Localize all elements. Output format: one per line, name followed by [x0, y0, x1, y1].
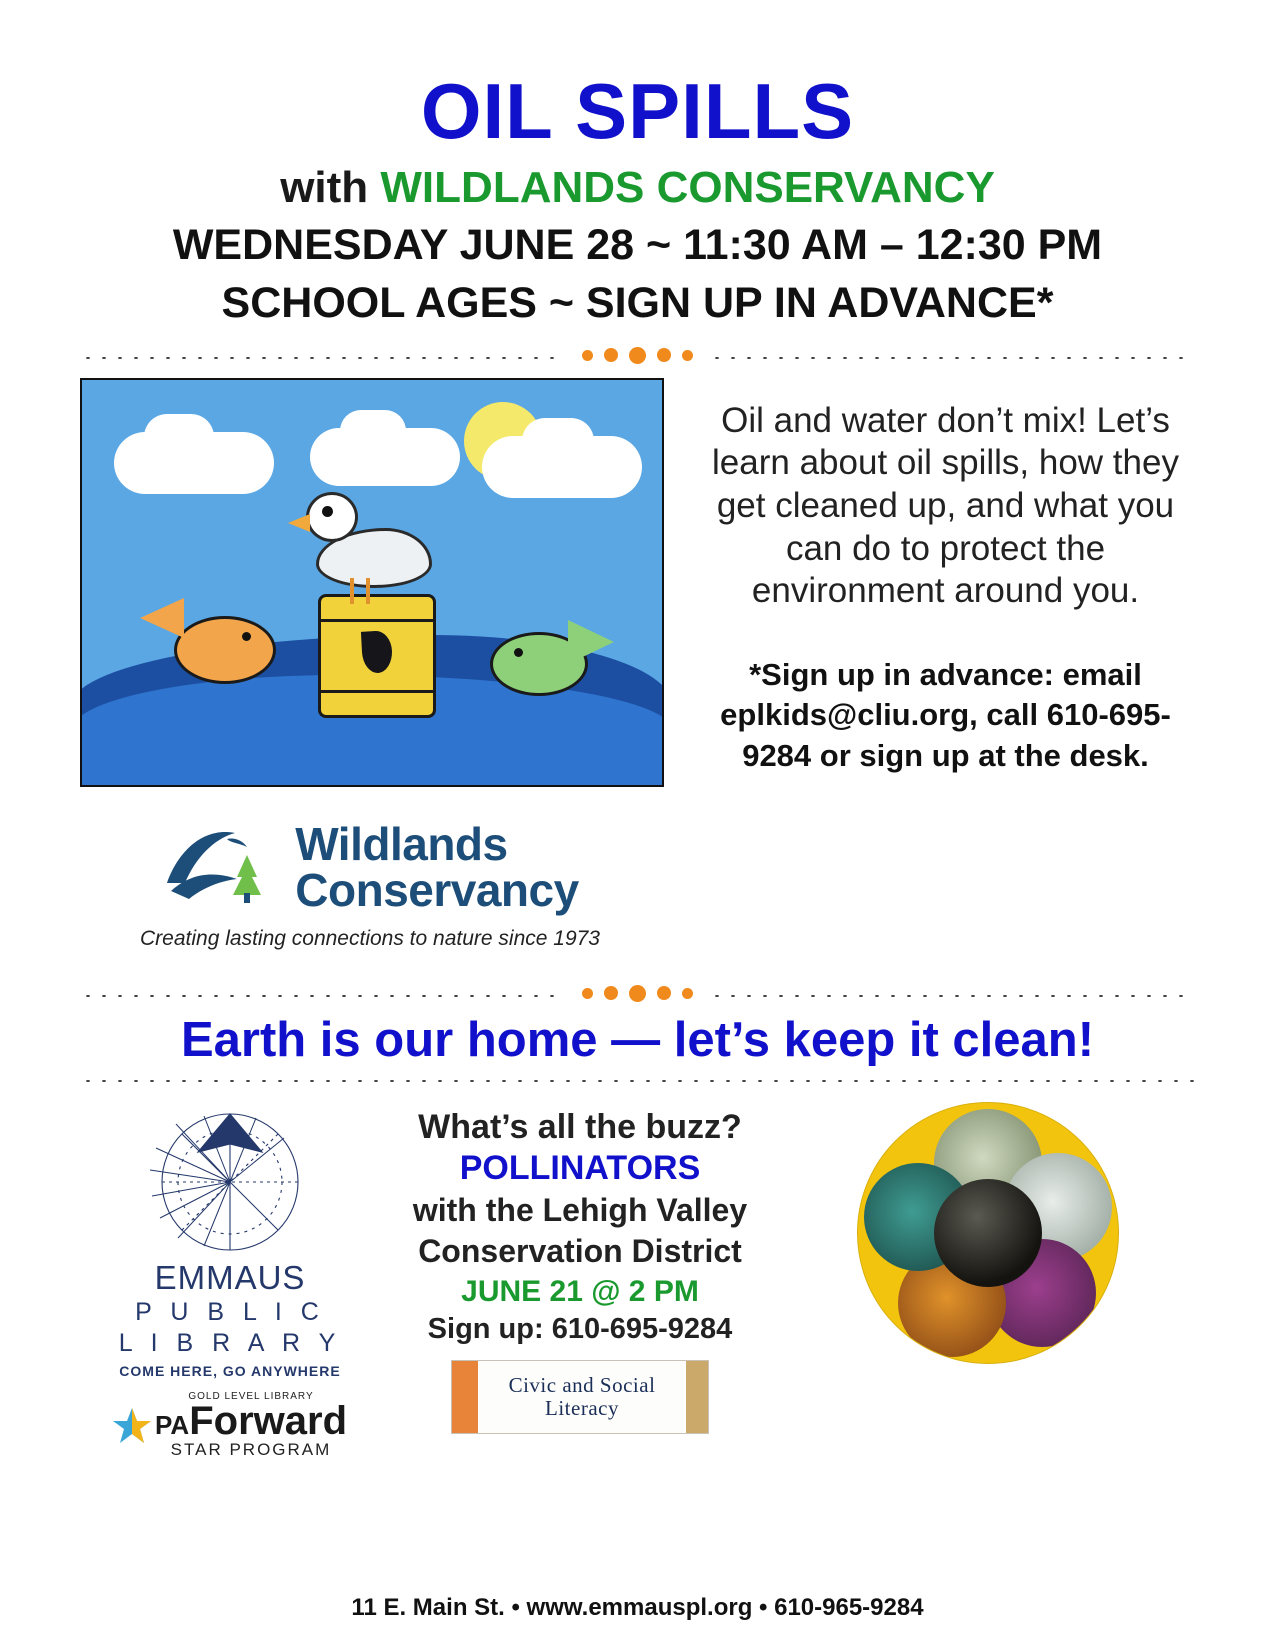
divider-below-banner: [80, 1074, 1195, 1082]
civic-text: [478, 1361, 686, 1433]
wildlands-name-line2: Conservancy: [295, 863, 579, 916]
star-icon: [113, 1404, 151, 1448]
seagull-eye: [322, 506, 333, 517]
dotted-line-right: [709, 989, 1195, 997]
fish-green-tail: [568, 620, 614, 664]
seagull-leg: [350, 578, 354, 604]
footer-contact: 11 E. Main St. • www.emmauspl.org • 610-965-9284: [351, 1594, 924, 1621]
pa-forward-star-program: STAR PROGRAM: [170, 1440, 332, 1459]
pollinators-promo: [380, 1098, 780, 1435]
wildlands-mark-icon: [161, 821, 281, 913]
seagull-beak: [288, 514, 310, 532]
wildlands-tagline: Creating lasting connections to nature since 1973: [140, 926, 600, 950]
main-content: [80, 378, 1195, 951]
fish-orange: [174, 616, 276, 684]
promo-date: JUNE 21 @ 2 PM: [461, 1275, 699, 1308]
oil-spill-illustration: [80, 378, 664, 787]
cloud-icon: [522, 418, 594, 464]
promo-topic: POLLINATORS: [459, 1148, 701, 1187]
program-description: Oil and water don’t mix! Let’s learn about oil spills, how they get cleaned up, and what you can do to protect the environment around you.: [712, 400, 1179, 611]
divider-top: [80, 347, 1195, 364]
event-datetime: WEDNESDAY JUNE 28 ~ 11:30 AM – 12:30 PM: [172, 221, 1103, 269]
seagull-leg: [366, 578, 370, 604]
pa-forward-pa: PA: [155, 1410, 190, 1440]
promo-partner-line2: Conservation District: [418, 1233, 742, 1270]
dotted-line-full: [80, 1074, 1195, 1082]
dotted-line-left: [80, 351, 566, 359]
page-title: OIL SPILLS: [420, 67, 855, 155]
seagull-head: [306, 492, 358, 542]
oil-drop-icon: [361, 630, 393, 674]
signup-instructions: [696, 655, 1195, 776]
fish-green-eye: [514, 648, 523, 657]
bottom-section: [80, 1098, 1195, 1461]
tagline-banner: Earth is our home — let’s keep it clean!: [180, 1012, 1095, 1067]
left-column: [80, 378, 670, 951]
divider-middle: [80, 985, 1195, 1002]
pa-forward-logo: [80, 1391, 380, 1460]
library-tagline: COME HERE, GO ANYWHERE: [119, 1363, 341, 1379]
orange-dots-ornament: [576, 347, 699, 364]
civic-line1: Civic and Social: [508, 1372, 656, 1397]
pa-forward-wordmark: [155, 1399, 347, 1443]
subtitle-org: WILDLANDS CONSERVANCY: [380, 163, 995, 212]
pollinator-collage: [857, 1102, 1119, 1364]
civic-bar-left: [452, 1361, 478, 1433]
subtitle-prefix: with: [280, 163, 381, 212]
promo-partner-line1: with the Lehigh Valley: [412, 1191, 748, 1228]
civic-line2: Literacy: [545, 1396, 619, 1420]
pa-forward-gold-level: GOLD LEVEL LIBRARY: [188, 1391, 314, 1402]
civic-bar-right: [686, 1361, 708, 1433]
library-name: EMMAUS: [154, 1258, 306, 1296]
fish-orange-tail: [140, 598, 184, 638]
promo-question: What’s all the buzz?: [418, 1107, 742, 1146]
wildlands-logo: [80, 817, 660, 951]
orange-dots-ornament: [576, 985, 699, 1002]
dotted-line-left: [80, 989, 566, 997]
library-name-line3: L I B R A R Y: [118, 1328, 342, 1357]
pa-forward-forward: Forward: [189, 1399, 347, 1443]
civic-social-literacy-badge: [451, 1360, 709, 1434]
dotted-line-right: [709, 351, 1195, 359]
signup-detail: : email eplkids@cliu.org, call 610-695-9284 or sign up at the desk.: [720, 656, 1171, 773]
event-audience: SCHOOL AGES ~ SIGN UP IN ADVANCE*: [221, 278, 1054, 327]
library-compass-icon: [120, 1104, 340, 1254]
right-column: [696, 378, 1195, 951]
oil-barrel: [318, 594, 436, 718]
subtitle-with-org: [80, 160, 1195, 215]
cloud-icon: [340, 410, 406, 452]
promo-signup: Sign up: 610-695-9284: [427, 1313, 733, 1345]
pollinator-image-column: [780, 1098, 1195, 1364]
cloud-icon: [144, 414, 214, 460]
library-logo-block: [80, 1098, 380, 1461]
library-name-line2: P U B L I C: [135, 1297, 325, 1326]
pollinator-photo-center: [934, 1179, 1042, 1287]
fish-orange-eye: [242, 632, 251, 641]
wildlands-name-line1: Wildlands: [295, 817, 508, 870]
signup-label: *Sign up in advance: [749, 656, 1044, 692]
